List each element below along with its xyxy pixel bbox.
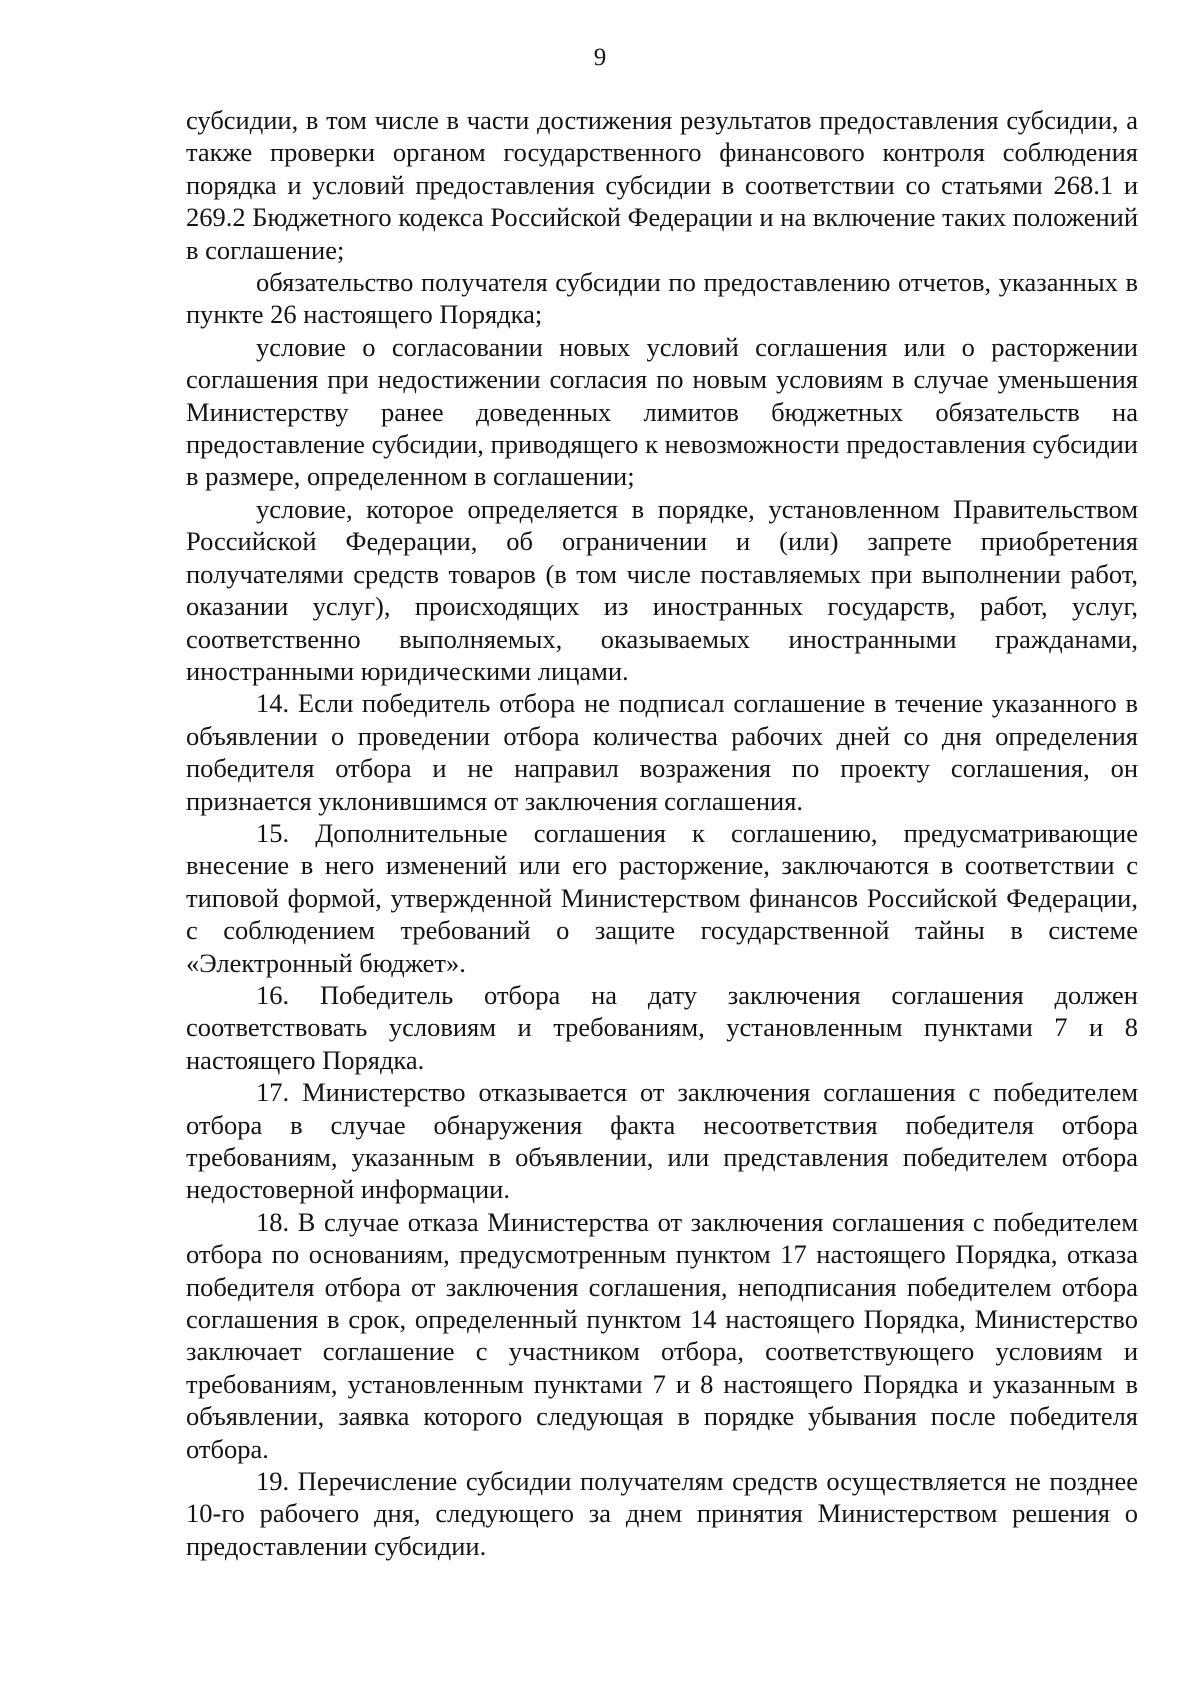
paragraph-reports-obligation: обязательство получателя субсидии по предоставлению отчетов, указанных в пункте 26 настоящего Порядка; [186, 267, 1138, 330]
paragraph-item-18: 18. В случае отказа Министерства от заключения соглашения с победителем отбора по основаниям, предусмотренным пунктом 17 настоящего Порядка, отказа победителя отбора от заключения соглашения, неподписания победителем отбора соглашения в срок, определенный пунктом 14 настоящего Порядка, Министерство заключает соглашение с участником отбора, соответствующего условиям и требованиям, установленным пунктами 7 и 8 настоящего Порядка и указанным в объявлении, заявка которого следующая в порядке убывания после победителя отбора. [186, 1206, 1138, 1464]
paragraph-item-19: 19. Перечисление субсидии получателям средств осуществляется не позднее 10-го рабочего дня, следующего за днем принятия Министерством решения о предоставлении субсидии. [186, 1466, 1138, 1561]
paragraph-item-16: 16. Победитель отбора на дату заключения соглашения должен соответствовать условиям и требованиям, установленным пунктами 7 и 8 настоящего Порядка. [186, 979, 1138, 1075]
paragraph-subsidy-control: субсидии, в том числе в части достижения результатов предоставления субсидии, а также проверки органом государственного финансового контроля соблюдения порядка и условий предоставления субсидии в соответствии со статьями 268.1 и 269.2 Бюджетного кодекса Российской Федерации и на включение таких положений в соглашение; [186, 105, 1138, 265]
paragraph-foreign-goods-restriction: условие, которое определяется в порядке, установленном Правительством Российской Федерации, об ограничении и (или) запрете приобретения получателями средств товаров (в том числе поставляемых при выполнении работ, оказании услуг), происходящих из иностранных государств, работ, услуг, соответственно выполняемых, оказываемых иностранными гражданами, иностранными юридическими лицами. [186, 493, 1138, 686]
paragraph-new-conditions: условие о согласовании новых условий соглашения или о расторжении соглашения при недостижении согласия по новым условиям в случае уменьшения Министерству ранее доведенных лимитов бюджетных обязательств на предоставление субсидии, приводящего к невозможности предоставления субсидии в размере, определенном в соглашении; [186, 331, 1138, 492]
paragraph-item-14: 14. Если победитель отбора не подписал соглашение в течение указанного в объявлении о проведении отбора количества рабочих дней со дня определения победителя отбора и не направил возражения по проекту соглашения, он признается уклонившимся от заключения соглашения. [186, 688, 1138, 816]
paragraph-item-17: 17. Министерство отказывается от заключения соглашения с победителем отбора в случае обнаружения факта несоответствия победителя отбора требованиям, указанным в объявлении, или представления победителем отбора недостоверной информации. [186, 1077, 1138, 1205]
paragraph-item-15: 15. Дополнительные соглашения к соглашению, предусматривающие внесение в него изменений или его расторжение, заключаются в соответствии с типовой формой, утвержденной Министерством финансов Российской Федерации, с соблюдением требований о защите государственной тайны в системе «Электронный бюджет». [186, 817, 1138, 978]
document-body [186, 104, 1138, 1562]
page-number: 9 [593, 44, 607, 71]
